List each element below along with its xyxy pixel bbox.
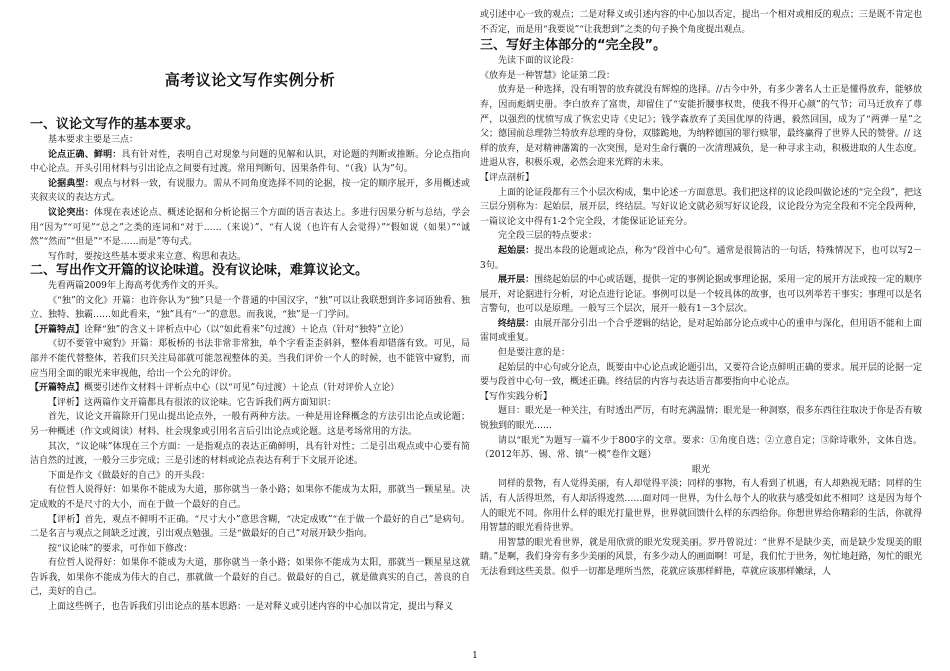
paragraph: 【写作实践分析】: [480, 391, 553, 402]
essay-title: 眼光: [691, 464, 710, 475]
label: 起始层：: [498, 245, 535, 256]
paragraph: 下面是作文《做最好的自己》的开头段：: [48, 470, 211, 481]
paragraph: 但是要注意的是：: [498, 348, 571, 359]
paragraph: 终结层：由展开部分引出一个合乎逻辑的结论，是对起始部分论点或中心的重申与深化，但用语不能和上面雷同或重复。: [480, 318, 922, 344]
paragraph: 按“议论味”的要求，可作如下修改：: [48, 543, 193, 554]
paragraph: 《切不要管中窥豹》开篇：郑板桥的书法非常非常独，单个字看歪歪斜斜，整体看却错落有致。可见，局部并不能代替整体，若我们只关注局部就可能忽视整体的美。当我们评价一个人的时候，也不能管中窥豹，而应当用全面的眼光来审视他，给出一个公允的评价。: [30, 339, 470, 379]
paragraph: 先读下面的议论段：: [498, 56, 580, 67]
paragraph: 议论突出：体现在表述论点、概述论据和分析论据三个方面的语言表达上。多进行因果分析与总结，学会用“因为”“可见”“总之”之类的连词和“对于……（来说）”、“有人说（也许有人会觉得）”“假如说（如果）”“诚然”“然而”“但是”“不是……而是”等句式。: [30, 207, 470, 248]
paragraph: 《“独”的文化》开篇：也许你认为“独”只是一个普通的中国汉字，“独”可以让我联想到许多词语独看、独立、独特、独霸……如此看来，“独”具有“一”的意思。而我说，“独”是一门学问。: [30, 295, 470, 321]
document-title: 高考议论文写作实例分析: [164, 71, 336, 89]
paragraph: 【评点剖析】: [480, 172, 535, 183]
section-1: [30, 116, 470, 264]
paragraph: 题目：眼光是一种关注，有时透出严厉，有时充满温情；眼光是一种洞察，很多东西往往取决于你是否有敏锐独到的眼光……: [480, 406, 922, 432]
paragraph: 写作时，要按这些基本要求来立意、构思和表达。: [48, 251, 247, 262]
paragraph: 起始层的中心句或分论点，既要由中心论点或论题引出，又要符合论点鲜明正确的要求。展开层的论据一定要与段首中心句一致，概述正确。终结层的内容与表达语言都要指向中心论点。: [480, 362, 922, 388]
paragraph: 请以“眼光”为题写一篇不少于800字的文章。要求：①角度自选；②立意自定；③除诗歌外，文体自选。（2012年苏、锡、常、镇“一模”卷作文题）: [480, 435, 922, 461]
label: 议论突出：: [48, 207, 94, 218]
paragraph: 【开篇特点】概要引述作文材料＋评析点中心（以“可见”句过渡）＋论点（针对评价人立论）: [30, 383, 400, 394]
section-2: [30, 262, 470, 615]
paragraph: 展开层：围绕起始层的中心或话题，提供一定的事例论据或事理论据，采用一定的展开方法或按一定的顺序展开，对论据进行分析，对论点进行论证。事例可以是一个较具体的故事，也可以列举若干事实；事理可以是名言警句，也可以是原理。一般写三个层次，展开一般有1－3个层次。: [480, 275, 922, 315]
label: 展开层：: [498, 275, 535, 286]
paragraph: 论点正确、鲜明：具有针对性，表明自己对现象与问题的见解和认识，对论题的判断或推断。分论点指向中心论点。开头引用材料与引出论点之间要有过渡。常用判断句、因果条件句、“（我）认为”句。: [30, 149, 470, 175]
paragraph: 先看两篇2009年上海高考优秀作文的开头。: [48, 281, 224, 291]
paragraph: 放弃是一种选择，没有明智的放弃就没有辉煌的选择。//古今中外，有多少著名人士正是懂得放弃，能够放弃，因而彪炳史册。李白放弃了富贵，却留住了“安能折腰事权贵，使我不得开心颜”的气节；司马迁放弃了尊严，以强烈的忧愤写成了恢宏史诗《史记》；钱学森放弃了美国优厚的待遇，毅然回国，成为了“两弹一星”之父；德国前总理勃兰特放弃总理的身份，双膝跪地，为纳粹德国的罪行赎罪，最终赢得了世界人民的赞誉。// 这样的放弃，是对精神藩篱的一次突围，是对生命行囊的一次清理减负，是一种寻求主动，积极进取的人生态度。进退从容，积极乐观，必然会迎来光辉的未来。: [480, 85, 922, 169]
paragraph: 论据典型：观点与材料一致，有说服力。需从不同角度选择不同的论据，按一定的顺序展开，多用概述或夹叙夹议的表达方式。: [30, 178, 470, 204]
paragraph: 完全段三层的特点要求：: [498, 231, 598, 242]
paragraph: 【开篇特点】诠释“独”的含义＋评析点中心（以“如此看来”句过渡）＋论点（针对“独特”立论）: [30, 324, 409, 335]
paragraph: 其次，“议论味”体现在三个方面：一是指观点的表达正确鲜明，具有针对性；二是引出观点或中心要有简洁自然的过渡，一般分三步完成；三是引述的材料或论点表达有利于下文展开论述。: [30, 441, 470, 467]
paragraph: 《放弃是一种智慧》论证第二段：: [480, 70, 616, 81]
paragraph: 有位哲人说得好：如果你不能成为大道，那你就当一条小路；如果你不能成为太阳，那就当一颗星星这就告诉我，如果你不能成为伟大的自己，那就做一个最好的自己。做最好的自己，就是做真实的自己，善良的自己，美好的自己。: [30, 558, 470, 598]
paragraph: 【评析】这两篇作文开篇都具有很浓的议论味。它告诉我们两方面知识：: [48, 397, 337, 408]
heading-1: 一、议论文写作的基本要求。: [30, 117, 200, 132]
paragraph: 上面这些例子，也告诉我们引出论点的基本思路：一是对释义或引述内容的中心加以肯定，提出与释义: [48, 602, 454, 613]
label: 【开篇特点】: [30, 324, 85, 335]
paragraph: 同样的景物，有人觉得美丽，有人却觉得平淡；同样的事物，有人看到了机遇，有人却熟视无睹；同样的生活，有人活得坦然，有人却活得逡然……面对同一世界，为什么每个人的收获与感受如此不相同？这是因为每个人的眼光不同。你用什么样的眼光打量世界，世界就回馈什么样的东西给你。你想世界给你精彩的生活，你就得用智慧的眼光看待世界。: [480, 479, 922, 534]
paragraph: 或引述中心一致的观点；二是对释义或引述内容的中心加以否定，提出一个相对或相反的观点；三是既不肯定也不否定，而是用“我要说”“让我想到”之类的句子换个角度提出观点。: [480, 10, 922, 35]
label: 论点正确、鲜明：: [48, 149, 122, 160]
paragraph: 用智慧的眼光看世界，就是用欣赏的眼光发现美丽。罗丹曾说过：“世界不是缺少美，而是缺少发现美的眼睛。”是啊，我们身旁有多少美丽的风景，有多少动人的画面啊！可是，我们忙于世务，匆忙地赶路，匆忙的眼光无法看到这些美景。似乎一切都是理所当然，花就应该那样鲜艳，草就应该那样嫩绿，人: [480, 537, 922, 577]
paragraph: 有位哲人说得好：如果你不能成为大道，那你就当一条小路；如果你不能成为太阳，那就当一颗星星。决定成败的不是尺寸的大小，而在于做一个最好的自己。: [30, 485, 470, 510]
heading-3: 三、写好主体部分的“完全段”。: [480, 38, 667, 54]
label: 终结层：: [498, 318, 535, 329]
paragraph: 上面的论证段都有三个小层次构成，集中论述一方面意思。我们把这样的议论段叫做论述的“完全段”，把这三层分别称为：起始层，展开层，终结层。写好议论文就必须写好议论段，议论段分为完全段和不完全段两种，一篇议论文中得有1-2个完全段，才能保证论证充分。: [480, 187, 922, 227]
paragraph: 基本要求主要是三点：: [48, 135, 139, 145]
label: 【开篇特点】: [30, 383, 85, 394]
paragraph: 起始层：提出本段的论题或论点，称为“段首中心句”。通常是很简洁的一句话，特殊情况下，也可以写2－3句。: [480, 245, 922, 271]
paragraph: 【评析】首先，观点不鲜明不正确。“尺寸大小”意思含糊，“决定成败”“在于做一个最好的自己”是病句。二是名言与观点之间缺乏过渡，引出观点勉强。三是“做最好的自己”对展开缺少指向。: [30, 514, 470, 540]
paragraph: 首先，议论文开篇除开门见山提出论点外，一般有两种方法。一种是用诠释概念的方法引出论点或论题；另一种概述（作文或阅读）材料、社会现象或引用名言后引出论点或论题。这是考场常用的方法。: [30, 412, 470, 437]
right-column: [480, 8, 922, 580]
page-number: 1: [472, 651, 478, 661]
heading-2: 二、写出作文开篇的议论味道。没有议论味，难算议论文。: [30, 263, 369, 278]
label: 论据典型：: [48, 178, 94, 189]
